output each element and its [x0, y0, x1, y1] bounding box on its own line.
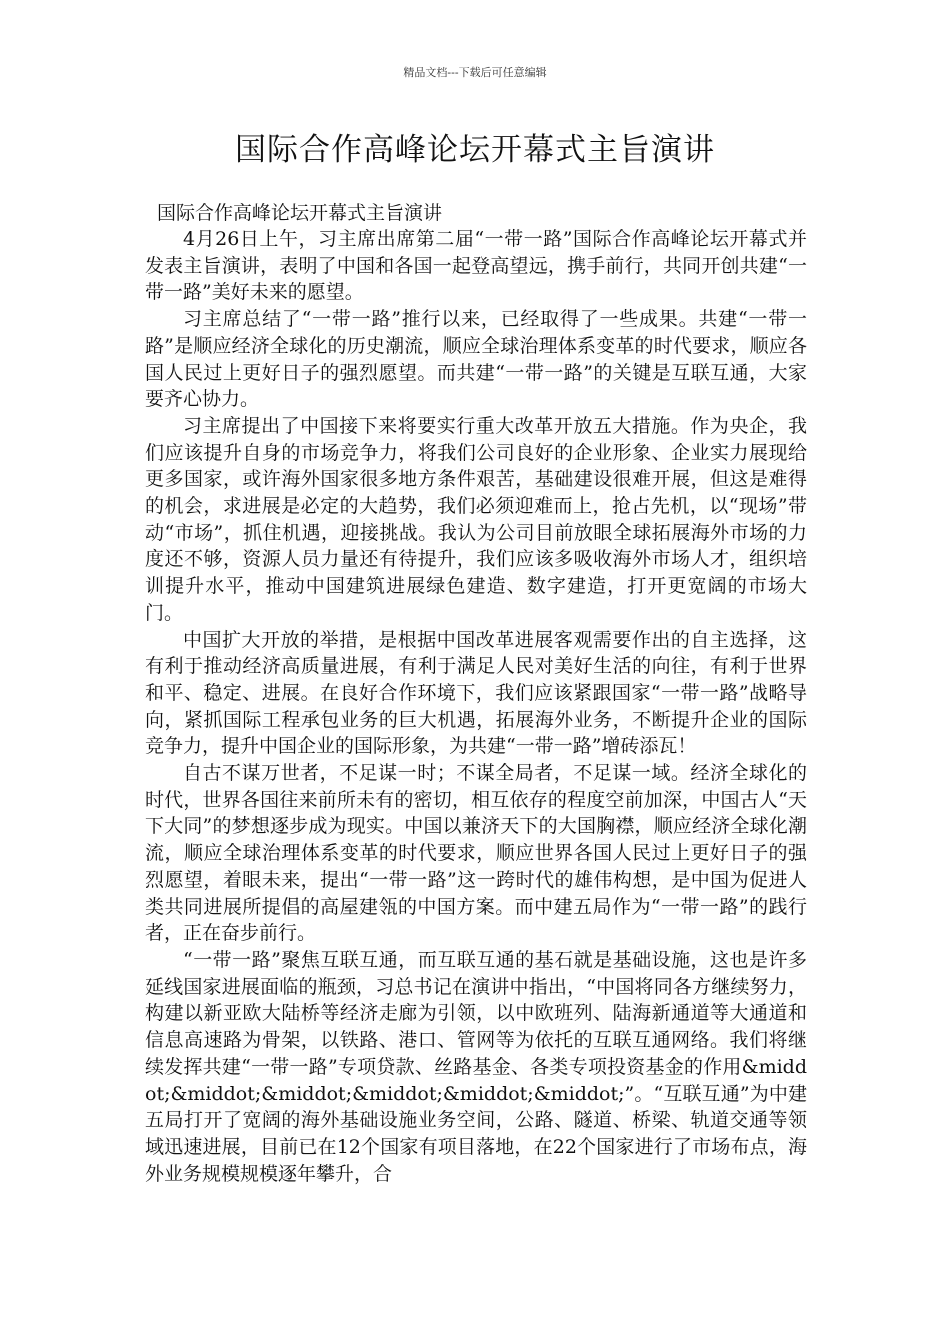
document-title: 国际合作高峰论坛开幕式主旨演讲	[235, 132, 715, 168]
paragraph-2: 习主席总结了“一带一路”推行以来，已经取得了一些成果。共建“一带一路”是顺应经济全球化的历史潮流，顺应全球治理体系变革的时代要求，顺应各国人民过上更好日子的强烈愿望。而共建“一带一路”的关键是互联互通，大家要齐心协力。	[145, 308, 807, 411]
paragraph-1: 4月26日上午，习主席出席第二届“一带一路”国际合作高峰论坛开幕式并发表主旨演讲，表明了中国和各国一起登高望远，携手前行，共同开创共建“一带一路”美好未来的愿望。	[145, 228, 807, 304]
document-subtitle: 国际合作高峰论坛开幕式主旨演讲	[157, 202, 443, 224]
paragraph-5: 自古不谋万世者，不足谋一时；不谋全局者，不足谋一域。经济全球化的时代，世界各国往来前所未有的密切，相互依存的程度空前加深，中国古人“天下大同”的梦想逐步成为现实。中国以兼济天下的大国胸襟，顺应经济全球化潮流，顺应全球治理体系变革的时代要求，顺应世界各国人民过上更好日子的强烈愿望，着眼未来，提出“一带一路”这一跨时代的雄伟构想，是中国为促进人类共同进展所提倡的高屋建瓴的中国方案。而中建五局作为“一带一路”的践行者，正在奋步前行。	[145, 762, 807, 945]
paragraph-3: 习主席提出了中国接下来将要实行重大改革开放五大措施。作为央企，我们应该提升自身的市场竞争力，将我们公司良好的企业形象、企业实力展现给更多国家，或许海外国家很多地方条件艰苦，基础建设很难开展，但这是难得的机会，求进展是必定的大趋势，我们必须迎难而上，抢占先机，以“现场”带动“市场”，抓住机遇，迎接挑战。我认为公司目前放眼全球拓展海外市场的力度还不够，资源人员力量还有待提升，我们应该多吸收海外市场人才，组织培训提升水平，推动中国建筑进展绿色建造、数字建造，打开更宽阔的市场大门。	[145, 414, 807, 624]
paragraph-6: “一带一路”聚焦互联互通，而互联互通的基石就是基础设施，这也是许多延线国家进展面临的瓶颈，习总书记在演讲中指出，“中国将同各方继续努力，构建以新亚欧大陆桥等经济走廊为引领，以中欧班列、陆海新通道等大通道和信息高速路为骨架，以铁路、港口、管网等为依托的互联互通网络。我们将继续发挥共建“一带一路”专项贷款、丝路基金、各类专项投资基金的作用&middot;&middot;&middot;&middot;&middot;&middot;”。“互联互通”为中建五局打开了宽阔的海外基础设施业务空间，公路、隧道、桥梁、轨道交通等领域迅速进展，目前已在12个国家有项目落地，在22个国家进行了市场布点，海外业务规模规模逐年攀升，合	[145, 948, 807, 1185]
document-body	[145, 200, 807, 1187]
paragraph-4: 中国扩大开放的举措，是根据中国改革进展客观需要作出的自主选择，这有利于推动经济高质量进展，有利于满足人民对美好生活的向往，有利于世界和平、稳定、进展。在良好合作环境下，我们应该紧跟国家“一带一路”战略导向，紧抓国际工程承包业务的巨大机遇，拓展海外业务，不断提升企业的国际竞争力，提升中国企业的国际形象，为共建“一带一路”增砖添瓦！	[145, 628, 807, 758]
page-header-note: 精品文档---下载后可任意编辑	[403, 66, 547, 79]
